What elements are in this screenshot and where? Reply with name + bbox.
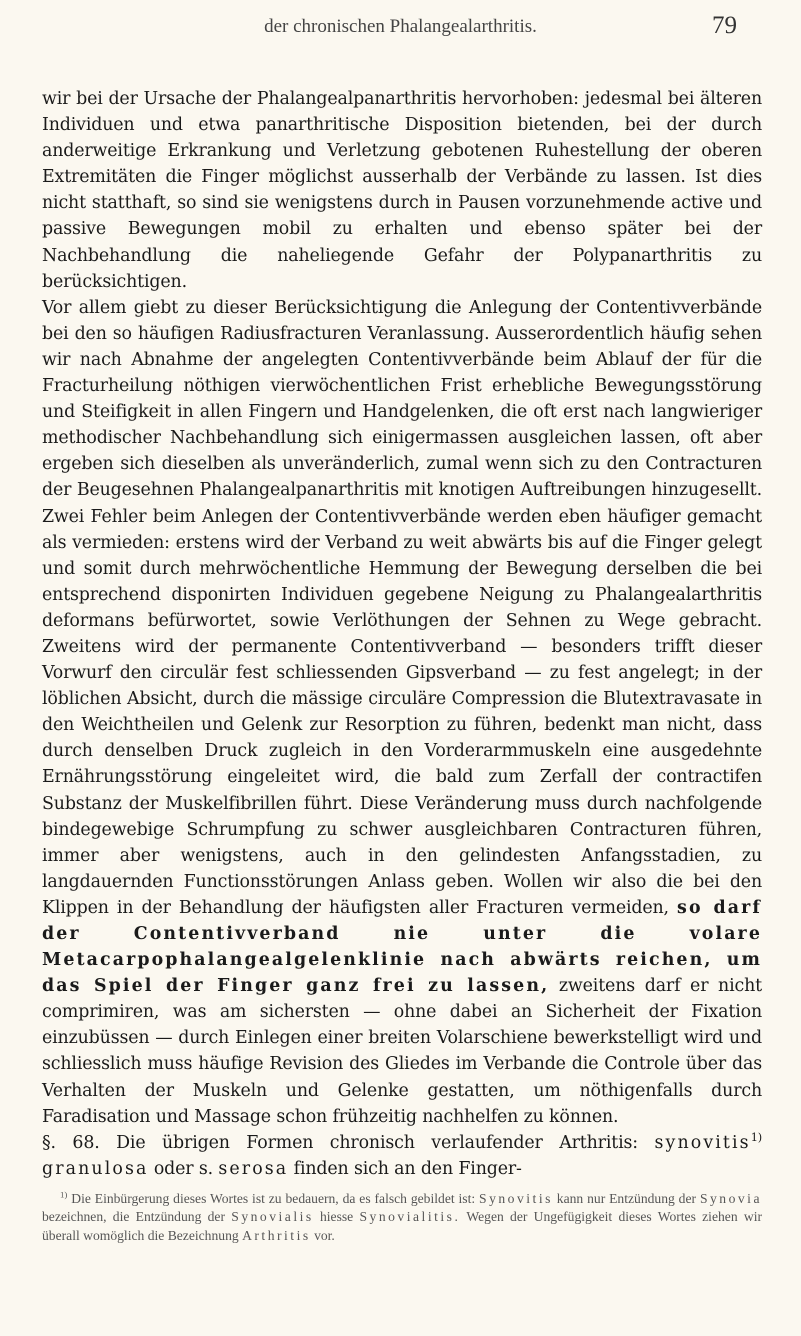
footnote-text-1: Die Einbürgerung dieses Wortes ist zu bedauern, da es falsch gebildet ist: xyxy=(71,1191,476,1206)
footnote-text-6: vor. xyxy=(314,1227,335,1243)
footnote-term-5: Arthritis xyxy=(242,1227,311,1243)
footnote-marker xyxy=(42,1191,67,1206)
running-title: der chronischen Phalangealarthritis. xyxy=(264,16,537,37)
footnote-term-4: Synovialitis. xyxy=(359,1209,461,1225)
page-number: 79 xyxy=(712,12,737,39)
running-head xyxy=(0,14,801,44)
paragraph-2 xyxy=(42,295,762,1130)
term-serosa: serosa xyxy=(218,1158,289,1179)
term-synovitis: synovitis xyxy=(654,1132,751,1153)
footnote-text-5: Wegen der Ungefügigkeit dieses Wortes ziehen wir überall womöglich die Bezeichnung xyxy=(42,1209,763,1243)
footnote-text-3: bezeichnen, die Entzündung der xyxy=(42,1209,225,1225)
emphasis-rule: so darf der Contentivverband nie unter die volare Metacarpophalangealgelenklinie nach abwärts reichen, um das Spiel der Finger ganz frei zu lassen, xyxy=(42,897,762,997)
section-68-mid: oder s. xyxy=(153,1158,213,1179)
section-68-heading: §. 68. Die übrigen Formen chronisch verlaufender Arthritis: xyxy=(42,1132,638,1153)
term-granulosa: granulosa xyxy=(42,1158,149,1179)
footnote xyxy=(42,1190,762,1245)
footnote-text-2: kann nur Entzündung der xyxy=(556,1191,697,1206)
footnote-term-3: Synovialis xyxy=(231,1209,314,1225)
section-68-end: finden sich an den Finger- xyxy=(293,1158,522,1179)
body-text xyxy=(42,86,762,1182)
footnote-text-4: hiesse xyxy=(319,1209,354,1225)
footnote-ref: 1) xyxy=(750,1130,762,1144)
paragraph-2-part-b: zweitens darf er nicht comprimiren, was am sichersten — ohne dabei an Sicherheit der Fixation einzubüssen — durch Einlegen einer breiten Volarschiene bewerkstelligt wird und schliesslich muss häufige Revision des Gliedes im Verbande die Controle über das Verhalten der Muskeln und Gelenke gestatten, um nöthigenfalls durch Faradisation und Massage schon frühzeitig nachhelfen zu können. xyxy=(42,976,762,1127)
paragraph-2-part-a: Vor allem giebt zu dieser Berücksichtigung die Anlegung der Contentivverbände bei den so häufigen Radiusfracturen Veranlassung. Ausserordentlich häufig sehen wir nach Abnahme der angelegten Contentivverbände beim Ablauf der für die Fracturheilung nöthigen vierwöchentlichen Frist erhebliche Bewegungsstörung und Steifigkeit in allen Fingern und Handgelenken, die oft erst nach langwieriger methodischer Nachbehandlung sich einigermassen ausgleichen lassen, oft aber ergeben sich dieselben als unveränderlich, zumal wenn sich zu den Contracturen der Beugesehnen Phalangealpanarthritis mit knotigen Auftreibungen hinzugesellt. Zwei Fehler beim Anlegen der Contentivverbände werden eben häufiger gemacht als vermieden: erstens wird der Verband zu weit abwärts bis auf die Finger gelegt und somit durch mehrwöchentliche Hemmung der Bewegung derselben die bei entsprechend disponirten Individuen gegebene Neigung zu Phalangealarthritis deformans befürwortet, sowie Verlöthungen der Sehnen zu Wege gebracht. Zweitens wird der permanente Contentivverband — besonders trifft dieser Vorwurf den circulär fest schliessenden Gipsverband — zu fest angelegt; in der löblichen Absicht, durch die mässige circuläre Compression die Blutextravasate in den Weichtheilen und Gelenk zur Resorption zu führen, bedenkt man nicht, dass durch denselben Druck zugleich in den Vorderarmmuskeln eine ausgedehnte Ernährungsstörung eingeleitet wird, die bald zum Zerfall der contractifen Substanz der Muskelfibrillen führt. Diese Veränderung muss durch nachfolgende bindegewebige Schrumpfung zu schwer ausgleichbaren Contracturen führen, immer aber wenigstens, auch in den gelindesten Anfangsstadien, zu langdauernden Functionsstörungen Anlass geben. Wollen wir also die bei den Klippen in der Behandlung der häufigsten aller Fracturen vermeiden, xyxy=(42,297,762,918)
paragraph-1: wir bei der Ursache der Phalangealpanarthritis hervorhoben: jedesmal bei älteren Individuen und etwa panarthritische Disposition bietenden, bei der durch anderweitige Erkrankung und Verletzung gebotenen Ruhestellung der oberen Extremitäten die Finger möglichst ausserhalb der Verbände zu lassen. Ist dies nicht statthaft, so sind sie wenigstens durch in Pausen vorzunehmende active und passive Bewegungen mobil zu erhalten und ebenso später bei der Nachbehandlung die naheliegende Gefahr der Polypanarthritis zu berücksichtigen. xyxy=(42,89,762,292)
section-68-paragraph xyxy=(42,1130,762,1182)
footnote-marker-text: 1) xyxy=(60,1189,68,1200)
footnote-term-1: Synovitis xyxy=(479,1191,553,1206)
footnote-term-2: Synovia xyxy=(699,1191,762,1206)
